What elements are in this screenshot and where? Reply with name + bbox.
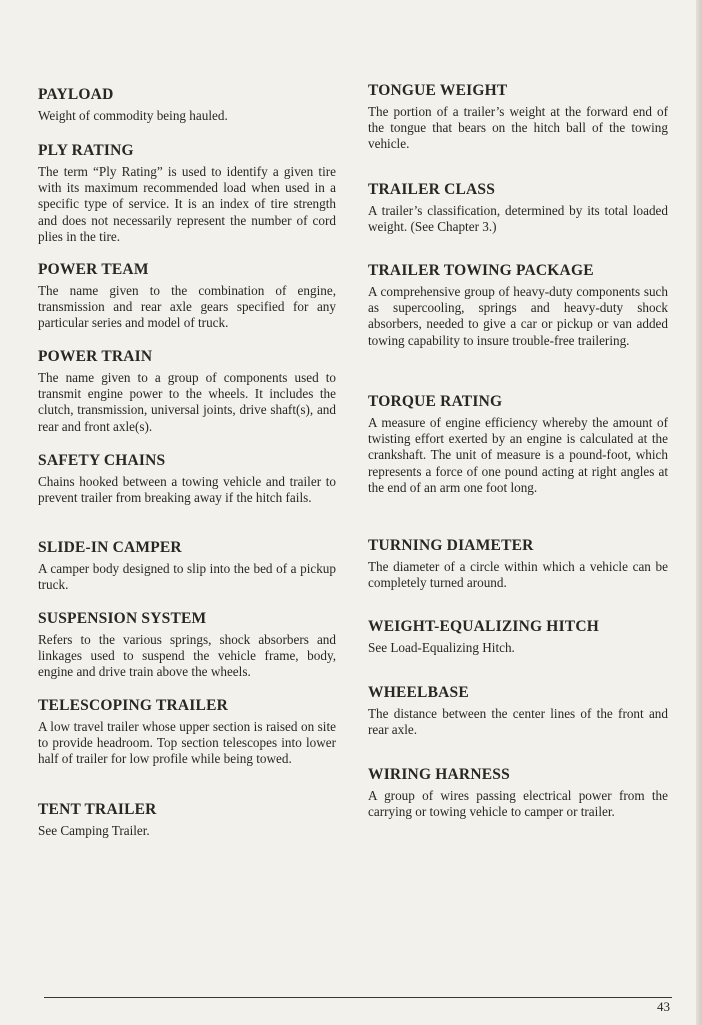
glossary-entry-torque-rating	[368, 393, 668, 496]
glossary-entry-telescoping-trailer	[38, 697, 336, 768]
entry-definition: A measure of engine efficiency whereby the amount of twisting effort exerted by an engine is calculated at the crankshaft. The unit of measure is a pound-foot, which represents a force of one pound acting at right angles at the end of an arm one foot long.	[368, 415, 668, 495]
entry-term: SAFETY CHAINS	[38, 452, 166, 469]
glossary-entry-wheelbase	[368, 684, 668, 738]
glossary-entry-slide-in-camper	[38, 539, 336, 593]
glossary-entry-ply-rating	[38, 142, 336, 245]
entry-definition: Weight of commodity being hauled.	[38, 108, 228, 123]
entry-definition: The name given to a group of components used to transmit engine power to the wheels. It includes the clutch, transmission, universal joints, drive shaft(s), and rear and front axle(s).	[38, 370, 336, 434]
glossary-entry-tongue-weight	[368, 82, 668, 153]
entry-term: TELESCOPING TRAILER	[38, 697, 228, 714]
entry-term: SLIDE-IN CAMPER	[38, 539, 182, 556]
entry-definition: A comprehensive group of heavy-duty components such as supercooling, springs and heavy-duty shock absorbers, needed to give a car or pickup or van added towing capability to insure trouble-free trailering.	[368, 284, 668, 348]
page-number: 43	[657, 999, 670, 1014]
entry-definition: A camper body designed to slip into the bed of a pickup truck.	[38, 561, 336, 593]
entry-term: PAYLOAD	[38, 86, 114, 103]
glossary-entry-wiring-harness	[368, 766, 668, 820]
entry-definition: The distance between the center lines of the front and rear axle.	[368, 706, 668, 738]
page-edge-shadow	[696, 0, 702, 1025]
footer-rule	[44, 997, 672, 998]
glossary-entry-trailer-towing-package	[368, 262, 668, 349]
entry-term: POWER TEAM	[38, 261, 149, 278]
entry-term: WHEELBASE	[368, 684, 469, 701]
entry-definition: The portion of a trailer’s weight at the forward end of the tongue that bears on the hitch ball of the towing vehicle.	[368, 104, 668, 152]
entry-term: TONGUE WEIGHT	[368, 82, 508, 99]
entry-definition: See Load-Equalizing Hitch.	[368, 640, 515, 655]
entry-term: WEIGHT-EQUALIZING HITCH	[368, 618, 599, 635]
glossary-entry-payload	[38, 86, 336, 124]
entry-definition: Refers to the various springs, shock absorbers and linkages used to suspend the vehicle frame, body, engine and drive train above the wheels.	[38, 632, 336, 680]
glossary-entry-turning-diameter	[368, 537, 668, 591]
entry-term: SUSPENSION SYSTEM	[38, 610, 207, 627]
glossary-entry-weight-equalizing-hitch	[368, 618, 668, 656]
entry-definition: See Camping Trailer.	[38, 823, 150, 838]
entry-term: WIRING HARNESS	[368, 766, 510, 783]
entry-definition: Chains hooked between a towing vehicle and trailer to prevent trailer from breaking away if the hitch fails.	[38, 474, 336, 506]
entry-term: POWER TRAIN	[38, 348, 153, 365]
entry-definition: The term “Ply Rating” is used to identify a given tire with its maximum recommended load when used in a specific type of service. It is an index of tire strength and does not necessarily represent the number of cord plies in the tire.	[38, 164, 336, 244]
entry-term: TORQUE RATING	[368, 393, 503, 410]
glossary-entry-suspension-system	[38, 610, 336, 681]
entry-term: TRAILER CLASS	[368, 181, 496, 198]
entry-term: TENT TRAILER	[38, 801, 157, 818]
entry-definition: A low travel trailer whose upper section is raised on site to provide headroom. Top section telescopes into lower half of trailer for low profile while being towed.	[38, 719, 336, 767]
entry-term: TRAILER TOWING PACKAGE	[368, 262, 594, 279]
glossary-entry-power-train	[38, 348, 336, 435]
entry-definition: The diameter of a circle within which a vehicle can be completely turned around.	[368, 559, 668, 591]
entry-definition: A trailer’s classification, determined by its total loaded weight. (See Chapter 3.)	[368, 203, 668, 235]
entry-definition: A group of wires passing electrical power from the carrying or towing vehicle to camper or trailer.	[368, 788, 668, 820]
entry-definition: The name given to the combination of engine, transmission and rear axle gears specified for any particular series and model of truck.	[38, 283, 336, 331]
glossary-entry-trailer-class	[368, 181, 668, 235]
entry-term: TURNING DIAMETER	[368, 537, 534, 554]
glossary-entry-tent-trailer	[38, 801, 336, 839]
entry-term: PLY RATING	[38, 142, 134, 159]
glossary-entry-power-team	[38, 261, 336, 332]
glossary-entry-safety-chains	[38, 452, 336, 506]
